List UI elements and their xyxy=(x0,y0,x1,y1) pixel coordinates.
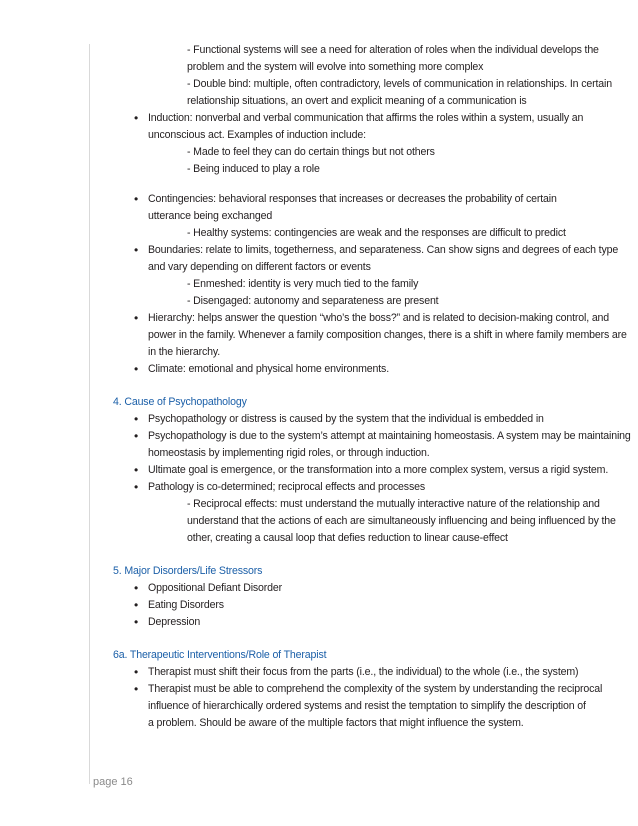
bullet-continuation xyxy=(148,259,371,276)
sub-item-line xyxy=(187,93,527,110)
line-text: relationship situations, an overt and explicit meaning of a communication is xyxy=(187,95,527,107)
line-text: Climate: emotional and physical home environments. xyxy=(148,363,389,375)
bullet-icon: • xyxy=(134,111,139,125)
line-text: Induction: nonverbal and verbal communication that affirms the roles within a system, usually an xyxy=(148,112,584,124)
section-heading xyxy=(113,647,326,664)
line-text: homeostasis by implementing rigid roles, or through induction. xyxy=(148,447,430,459)
line-text: - Functional systems will see a need for alteration of roles when the individual develops the xyxy=(187,44,599,56)
bullet-item xyxy=(134,361,389,378)
sub-item-line xyxy=(187,144,435,161)
sub-item-line xyxy=(187,276,418,293)
bullet-icon: • xyxy=(134,665,139,679)
bullet-icon: • xyxy=(134,615,139,629)
bullet-continuation xyxy=(148,698,586,715)
sub-item-line xyxy=(187,76,612,93)
bullet-icon: • xyxy=(134,598,139,612)
sub-item-line xyxy=(187,530,508,547)
bullet-continuation xyxy=(148,445,430,462)
line-text: Therapist must shift their focus from the parts (i.e., the individual) to the whole (i.e., the system) xyxy=(148,666,579,678)
line-text: Depression xyxy=(148,616,201,628)
bullet-continuation xyxy=(148,327,627,344)
sub-item-line xyxy=(187,513,616,530)
bullet-item xyxy=(134,428,631,445)
line-text: Boundaries: relate to limits, togetherness, and separateness. Can show signs and degrees of each type xyxy=(148,244,619,256)
bullet-item xyxy=(134,310,610,327)
line-text: other, creating a causal loop that defies reduction to linear cause-effect xyxy=(187,532,508,544)
line-text: 4. Cause of Psychopathology xyxy=(113,396,247,408)
line-text: utterance being exchanged xyxy=(148,210,273,222)
line-text: - Enmeshed: identity is very much tied to the family xyxy=(187,278,419,290)
bullet-continuation xyxy=(148,127,366,144)
line-text: - Double bind: multiple, often contradictory, levels of communication in relationships. In certain xyxy=(187,78,612,90)
sub-item-line xyxy=(187,42,599,59)
sub-item-line xyxy=(187,293,438,310)
line-text: in the hierarchy. xyxy=(148,346,221,358)
margin-rule xyxy=(89,44,90,784)
line-text: Psychopathology or distress is caused by the system that the individual is embedded in xyxy=(148,413,544,425)
bullet-continuation xyxy=(148,715,524,732)
line-text: Contingencies: behavioral responses that increases or decreases the probability of certain xyxy=(148,193,557,205)
line-text: Hierarchy: helps answer the question “who’s the boss?” and is related to decision-making control, and xyxy=(148,312,610,324)
bullet-icon: • xyxy=(134,480,139,494)
line-text: power in the family. Whenever a family composition changes, there is a shift in where family members are xyxy=(148,329,627,341)
bullet-item xyxy=(134,411,544,428)
bullet-item xyxy=(134,614,201,631)
bullet-icon: • xyxy=(134,429,139,443)
page-number: page 16 xyxy=(93,776,133,788)
section-heading xyxy=(113,394,247,411)
bullet-item xyxy=(134,191,557,208)
bullet-icon: • xyxy=(134,243,139,257)
bullet-item xyxy=(134,242,619,259)
line-text: unconscious act. Examples of induction include: xyxy=(148,129,366,141)
line-text: Oppositional Defiant Disorder xyxy=(148,582,283,594)
line-text: Pathology is co-determined; reciprocal effects and processes xyxy=(148,481,425,493)
bullet-item xyxy=(134,110,584,127)
bullet-icon: • xyxy=(134,412,139,426)
line-text: - Disengaged: autonomy and separateness are present xyxy=(187,295,439,307)
bullet-icon: • xyxy=(134,362,139,376)
bullet-continuation xyxy=(148,344,220,361)
sub-item-line xyxy=(187,496,600,513)
line-text: Eating Disorders xyxy=(148,599,224,611)
line-text: and vary depending on different factors or events xyxy=(148,261,371,273)
section-heading xyxy=(113,563,262,580)
bullet-item xyxy=(134,479,425,496)
bullet-icon: • xyxy=(134,682,139,696)
line-text: 5. Major Disorders/Life Stressors xyxy=(113,565,263,577)
line-text: 6a. Therapeutic Interventions/Role of Therapist xyxy=(113,649,327,661)
bullet-item xyxy=(134,681,603,698)
line-text: Psychopathology is due to the system’s attempt at maintaining homeostasis. A system may be maintaining xyxy=(148,430,631,442)
line-text: influence of hierarchically ordered systems and resist the temptation to simplify the description of xyxy=(148,700,586,712)
sub-item-line xyxy=(187,161,320,178)
bullet-icon: • xyxy=(134,311,139,325)
line-text: understand that the actions of each are simultaneously influencing and being influenced by the xyxy=(187,515,616,527)
line-text: Ultimate goal is emergence, or the transformation into a more complex system, versus a rigid system. xyxy=(148,464,609,476)
line-text: - Healthy systems: contingencies are weak and the responses are difficult to predict xyxy=(187,227,566,239)
line-text: problem and the system will evolve into something more complex xyxy=(187,61,484,73)
sub-item-line xyxy=(187,59,483,76)
sub-item-line xyxy=(187,225,566,242)
line-text: - Being induced to play a role xyxy=(187,163,320,175)
bullet-icon: • xyxy=(134,463,139,477)
bullet-continuation xyxy=(148,208,272,225)
bullet-item xyxy=(134,580,283,597)
line-text: - Reciprocal effects: must understand the mutually interactive nature of the relationship and xyxy=(187,498,600,510)
bullet-icon: • xyxy=(134,581,139,595)
bullet-item xyxy=(134,664,579,681)
line-text: - Made to feel they can do certain things but not others xyxy=(187,146,435,158)
bullet-item xyxy=(134,462,609,479)
line-text: a problem. Should be aware of the multiple factors that might influence the system. xyxy=(148,717,524,729)
bullet-item xyxy=(134,597,224,614)
line-text: Therapist must be able to comprehend the complexity of the system by understanding the reciprocal xyxy=(148,683,603,695)
bullet-icon: • xyxy=(134,192,139,206)
